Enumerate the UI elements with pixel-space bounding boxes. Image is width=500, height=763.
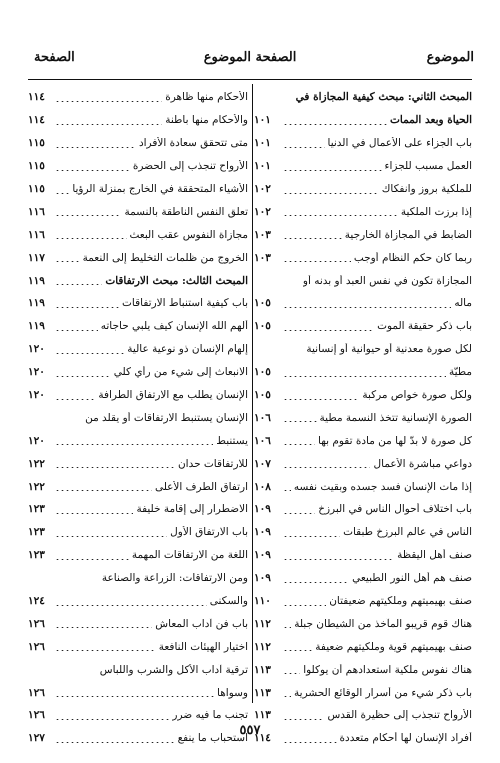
dot-leader [55,467,175,468]
toc-entry-title: لكل صورة معدنية أو حيوانية أو إنسانية [306,343,472,356]
dot-leader [55,399,95,400]
toc-entry-title: اختيار الهيئات النافعة [158,640,248,653]
middle-column-header: الصفحة الموضوع [203,50,297,65]
toc-entry [28,384,248,407]
toc-entry-page: ١٠٢ [254,205,271,218]
toc-entry [254,200,472,223]
toc-entry-title: للارتفاقات حدان [177,457,248,470]
toc-entry [28,132,248,155]
toc-entry-title: والأحكام منها باطنة [165,114,248,127]
toc-entry-title: ارتفاق الطرف الأعلى [154,480,248,493]
dot-leader [283,376,446,377]
toc-entry-title: والسكنى [209,595,248,608]
toc-entry [254,544,472,567]
toc-entry [28,612,248,635]
toc-entry-title: الأشياء المتحققة في الخارج بمنزلة الرؤيا [72,183,248,195]
toc-entry [254,658,472,681]
toc-entry [28,521,248,544]
toc-entry-page: ١١٩ [28,297,45,310]
toc-entry [254,612,472,635]
toc-entry-page: ١٢٠ [28,366,45,379]
toc-entry-title: هناك قوم قريبو المآخذ من الشيطان جبلة [294,617,472,630]
toc-entry [254,681,472,704]
toc-entry-title: ترقية آداب الأكل والشرب واللباس [99,663,248,676]
dot-leader [283,124,387,125]
dot-leader [55,124,162,125]
toc-entry-page: ١١٥ [28,183,45,195]
toc-entry [254,292,472,315]
dot-leader [55,353,124,354]
toc-entry [254,269,472,292]
toc-entry-title: المجازاة تكون في نفس العبد أو بدنه أو [302,274,472,287]
dot-leader [55,536,167,537]
toc-entry-title: إلهام الإنسان ذو نوعية عالية [127,343,248,356]
dot-leader [55,238,127,239]
toc-entry [28,223,248,246]
toc-entry-title: صنف بهيميتهم وملكيتهم ضعيفتان [329,595,472,608]
toc-entry-page: ١١٦ [28,228,45,241]
toc-entry [28,567,248,590]
toc-entry-page: ١٠٥ [254,320,271,333]
toc-entry-title: اللغة من الارتفاقات المهمة [131,549,248,562]
toc-entry [28,178,248,201]
dot-leader [283,399,359,400]
dot-leader [55,330,98,331]
toc-entry [28,155,248,178]
toc-entry-title: الإنسان يستنبط الارتفاقات أو يقلد من [85,411,248,424]
toc-entry-title: صنف بهيميتهم قوية وملكيتهم ضعيفة [315,640,472,653]
toc-entry [254,155,472,178]
toc-entry-page: ١٢٦ [28,709,45,722]
toc-entry-page: ١٢٠ [28,389,45,402]
dot-leader [55,307,119,308]
toc-entry-page: ١١٣ [254,709,271,722]
dot-leader [55,261,80,262]
toc-entry-title: مطيّة [448,366,472,379]
toc-entry [254,315,472,338]
toc-entry [254,475,472,498]
toc-entry [254,498,472,521]
dot-leader [283,170,382,171]
dot-leader [55,696,214,697]
dot-leader [283,238,342,239]
toc-entry [28,86,248,109]
toc-entry-title: العمل مسبب للجزاء [384,160,472,173]
toc-entry-page: ١٢٦ [28,617,45,630]
toc-entry-title: باب الارتفاق الأول [170,526,248,539]
toc-entry-title: الأحكام منها ظاهرة [165,91,248,104]
toc-entry-title: متى تتحقق سعادة الأفراد [138,137,248,150]
toc-entry-title: كل صورة لا بدّ لها من مادة تقوم بها [318,434,472,447]
toc-entry [28,406,248,429]
toc-entry-page: ١٢٠ [28,434,45,447]
toc-entry-heading: المبحث الثاني: مبحث كيفية المجازاة في [295,91,472,104]
toc-entry-page: ١٠٩ [254,526,271,539]
dot-leader [55,284,102,285]
toc-entry-page: ١١٣ [254,663,271,676]
toc-entry-title: ألهم الله الإنسان كيف يلبي حاجاته [100,320,248,333]
toc-entry-title: الناس في عالم البرزخ طبقات [343,526,472,539]
toc-entry-page: ١٠٦ [254,434,271,447]
dot-leader [283,330,374,331]
dot-leader [283,261,351,262]
toc-entry-title: إذا برزت الملكية [400,205,472,218]
toc-entry [28,590,248,613]
dot-leader [283,215,398,216]
dot-leader [283,444,315,445]
dot-leader [283,490,291,491]
toc-entry [254,567,472,590]
toc-entry-title: الضابط في المجازاة الخارجية [344,228,472,241]
topic-column-header: الموضوع [426,50,474,65]
toc-entry-title: إذا مات الإنسان فسد جسده وبقيت نفسه [293,480,472,493]
toc-entry-page: ١٢٤ [28,595,45,608]
toc-entry-page: ١٠٥ [254,366,271,379]
toc-entry-title: باب كيفية استنباط الارتفاقات [122,297,248,310]
dot-leader [283,582,349,583]
toc-entry-title: استحباب ما ينفع [177,732,248,745]
toc-entry-title: باب ذكر شيء من أسرار الوقائع الحشرية [294,686,472,699]
dot-leader [55,193,69,194]
dot-leader [55,147,136,148]
toc-entry [28,475,248,498]
toc-entry-heading: المبحث الثالث: مبحث الارتفاقات [105,274,248,287]
toc-entry-heading: الحياة وبعد الممات [390,114,472,127]
dot-leader [283,147,325,148]
toc-entry-page: ١٠٣ [254,228,271,241]
toc-entry [254,452,472,475]
toc-entry-title: مجازاة النفوس عقب البعث [129,228,248,241]
toc-entry-page: ١١٤ [254,732,271,745]
toc-entry-title: ربما كان حكم النظام أوجب [353,251,472,264]
dot-leader [283,650,312,651]
dot-leader [283,513,315,514]
toc-entry-page: ١١٤ [28,114,45,127]
toc-entry-title: ماله [454,297,472,310]
toc-entry [254,109,472,132]
dot-leader [283,421,317,422]
header-rule [28,79,472,80]
toc-entry-page: ١١٢ [254,617,271,630]
toc-entry [254,521,472,544]
toc-entry-page: ١٠٥ [254,389,271,402]
toc-entry-page: ١٠١ [254,160,271,173]
toc-entry-title: الأرواح تنجذب إلى الحضرة [132,160,248,173]
dot-leader [283,627,291,628]
toc-entry [28,658,248,681]
dot-leader [283,559,394,560]
dot-leader [55,513,133,514]
toc-entry-title: الخروج من ظلمات التخليط إلى النعمة [82,251,248,264]
toc-entry [28,498,248,521]
toc-entry-title: صنف هم أهل النور الطبيعي [352,572,472,585]
toc-entry [254,338,472,361]
toc-entry-title: صنف أهل اليقظة [397,549,472,562]
toc-right-column [254,86,472,750]
dot-leader [55,101,162,102]
toc-entry-page: ١١٩ [28,320,45,333]
dot-leader [283,696,291,697]
toc-entry-page: ١٠٣ [254,251,271,264]
toc-entry [254,384,472,407]
toc-entry [254,590,472,613]
toc-entry [28,200,248,223]
dot-leader [55,627,152,628]
toc-entry-page: ١٠٦ [254,411,271,424]
toc-entry-title: تعلق النفس الناطقة بالنسمة [124,205,248,218]
toc-entry-title: ومن الارتفاقات: الزراعة والصناعة [101,572,248,585]
toc-entry [28,361,248,384]
toc-entry-title: ولكل صورة خواص مركبة [362,389,472,402]
toc-entry-page: ١١٩ [28,274,45,287]
dot-leader [55,719,169,720]
toc-entry-page: ١٢٠ [28,343,45,356]
toc-entry-title: تجنب ما فيه ضرر [172,709,248,722]
toc-entry [28,109,248,132]
toc-entry [254,223,472,246]
dot-leader [283,742,337,743]
column-divider [252,84,253,703]
toc-entry [28,681,248,704]
dot-leader [55,742,175,743]
toc-entry-title: الأرواح تنجذب إلى حظيرة القدس [327,709,472,722]
toc-entry-page: ١٠٨ [254,480,271,493]
toc-entry-title: هناك نفوس ملكية استعدادهم أن يوكلوا [303,663,472,676]
toc-entry-page: ١٠٧ [254,457,271,470]
dot-leader [55,444,213,445]
toc-entry-page: ١١٥ [28,137,45,150]
toc-entry [28,315,248,338]
toc-entry-title: باب الجزاء على الأعمال في الدنيا [327,137,472,150]
toc-entry-page: ١٠١ [254,137,271,150]
toc-entry-page: ١٠٩ [254,549,271,562]
toc-entry-page: ١١٢ [254,640,271,653]
toc-entry-page: ١١٤ [28,91,45,104]
dot-leader [55,650,156,651]
toc-entry-title: باب ذكر حقيقة الموت [377,320,472,333]
toc-entry [254,246,472,269]
dot-leader [55,490,152,491]
toc-entry-page: ١١٦ [28,205,45,218]
toc-entry-title: دواعي مباشرة الأعمال [373,457,472,470]
toc-entry [28,292,248,315]
toc-entry [254,178,472,201]
toc-entry-page: ١١٠ [254,595,271,608]
toc-entry [28,452,248,475]
toc-entry-title: أفراد الإنسان لها أحكام متعددة [339,732,472,745]
toc-entry-page: ١٠٢ [254,183,271,195]
toc-entry-title: وسواها [217,686,248,699]
toc-entry [28,544,248,567]
toc-left-column [28,86,248,750]
toc-entry-page: ١١٧ [28,251,45,264]
dot-leader [55,215,121,216]
toc-entry [28,429,248,452]
dot-leader [55,170,130,171]
dot-leader [55,605,207,606]
dot-leader [283,307,451,308]
toc-entry-title: للملكية بروز وانفكاك [381,183,472,195]
toc-entry [254,429,472,452]
toc-entry-page: ١٢٢ [28,480,45,493]
dot-leader [283,467,370,468]
dot-leader [55,376,111,377]
toc-entry-title: يستنبط [216,434,248,447]
toc-entry-page: ١١٥ [28,160,45,173]
toc-entry-page: ١٠١ [254,114,271,127]
toc-entry-page: ١٢٦ [28,640,45,653]
toc-entry [254,406,472,429]
page-number: ٥٥٧ [239,723,261,738]
dot-leader [55,559,129,560]
dot-leader [283,673,300,674]
toc-entry [28,269,248,292]
toc-entry-title: الاضطرار إلى إقامة خليفة [136,503,248,516]
toc-entry-page: ١٢٣ [28,503,45,516]
toc-entry-title: الانبعاث إلى شيء من رأي كلي [113,366,248,379]
toc-entry-page: ١٠٩ [254,572,271,585]
toc-entry-title: باب فن آداب المعاش [155,617,248,630]
toc-entry-page: ١١٣ [254,686,271,699]
toc-entry-title: الصورة الإنسانية تتخذ النسمة مطية [319,411,472,424]
dot-leader [283,719,324,720]
dot-leader [283,536,340,537]
toc-entry [254,361,472,384]
toc-entry [28,338,248,361]
toc-entry-page: ١٢٣ [28,526,45,539]
page-column-header: الصفحة [34,50,75,65]
toc-entry [28,246,248,269]
toc-entry-page: ١٢٣ [28,549,45,562]
dot-leader [283,193,379,194]
toc-entry-page: ١٢٧ [28,732,45,745]
toc-entry-title: الإنسان يطلب مع الارتفاق الطرافة [98,389,248,402]
toc-entry-page: ١٢٦ [28,686,45,699]
toc-entry [254,635,472,658]
toc-entry [254,86,472,109]
toc-entry-page: ١٢٢ [28,457,45,470]
toc-entry [254,132,472,155]
toc-entry [28,635,248,658]
toc-entry-page: ١٠٩ [254,503,271,516]
dot-leader [283,605,326,606]
toc-entry-title: باب اختلاف أحوال الناس في البرزخ [318,503,472,516]
toc-entry-page: ١٠٥ [254,297,271,310]
